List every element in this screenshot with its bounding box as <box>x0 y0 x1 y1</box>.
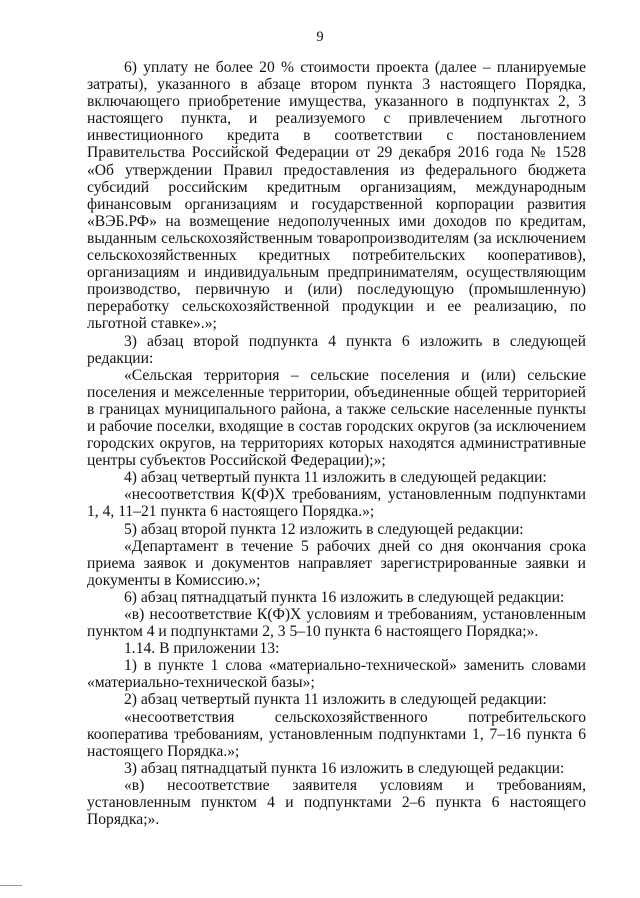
scan-edge-mark <box>0 885 22 886</box>
paragraph-item-6-amendment: 6) абзац пятнадцатый пункта 16 изложить в следующей редакции: <box>124 588 565 606</box>
paragraph-item-3-amendment: 3) абзац второй подпункта 4 пункта 6 изложить в следующей редакции: <box>87 332 586 367</box>
paragraph-applicant-conditions-quote: «в) несоответствие заявителя условиям и требованиям, установленным пунктом 4 и подпунктами 2–6 пункта 6 настоящего Порядка;». <box>87 776 586 829</box>
paragraph-kfh-conditions-quote: «в) несоответствие К(Ф)Х условиям и требованиям, установленным пунктом 4 и подпунктами 2, 3 5–10 пункта 6 настоящего Порядка;». <box>87 606 586 641</box>
paragraph-appendix-13-heading: 1.14. В приложении 13: <box>124 640 280 658</box>
paragraph-item-4-amendment: 4) абзац четвертый пункта 11 изложить в следующей редакции: <box>124 469 547 487</box>
paragraph-item-5-amendment: 5) абзац второй пункта 12 изложить в следующей редакции: <box>124 520 524 538</box>
paragraph-kfh-nonconformity-quote: «несоответствия К(Ф)Х требованиям, установленным подпунктами 1, 4, 11–21 пункта 6 настоящего Порядка.»; <box>87 486 586 521</box>
paragraph-cooperative-quote: «несоответствия сельскохозяйственного потребительского кооператива требованиям, установленным подпунктами 1, 7–16 пункта 6 настоящего Порядка.»; <box>87 708 586 760</box>
paragraph-department-quote: «Департамент в течение 5 рабочих дней со дня окончания срока приема заявок и документов направляет зарегистрированные заявки и документы в Комиссию.»; <box>87 537 586 589</box>
page-number: 9 <box>316 29 324 45</box>
paragraph-rural-territory-quote: «Сельская территория – сельские поселения и (или) сельские поселения и межселенные территории, объединенные общей территорией в границах муниципального района, а также сельские населенные пункты и рабочие поселки, входящие в состав городских округов (за исключением городских округов, на территориях которых находятся административные центры субъектов Российской Федерации);»; <box>87 366 586 470</box>
paragraph-item-2-amendment: 2) абзац четвертый пункта 11 изложить в следующей редакции: <box>124 691 547 709</box>
paragraph-item-1-replace-words: 1) в пункте 1 слова «материально-технической» заменить словами «материально-технической базы»; <box>87 657 586 692</box>
document-body <box>87 59 586 828</box>
paragraph-item-6-subsidy: 6) уплату не более 20 % стоимости проекта (далее – планируемые затраты), указанного в абзаце втором пункта 3 настоящего Порядка, включающего приобретение имущества, указанного в подпунктах 2, 3 настоящего пункта, и реализуемого с привлечением льготного инвестиционного кредита в соответствии с постановлением Правительства Российской Федерации от 29 декабря 2016 года № 1528 «Об утверждении Правил предоставления из федерального бюджета субсидий российским кредитным организациям, международным финансовым организациям и государственной корпорации развития «ВЭБ.РФ» на возмещение недополученных ими доходов по кредитам, выданным сельскохозяйственным товаропроизводителям (за исключением сельскохозяйственных кредитных потребительских кооперативов), организациям и индивидуальным предпринимателям, осуществляющим производство, первичную и (или) последующую (промышленную) переработку сельскохозяйственной продукции и ее реализацию, по льготной ставке».»; <box>87 59 586 333</box>
paragraph-item-3-amendment-2: 3) абзац пятнадцатый пункта 16 изложить в следующей редакции: <box>124 759 565 777</box>
